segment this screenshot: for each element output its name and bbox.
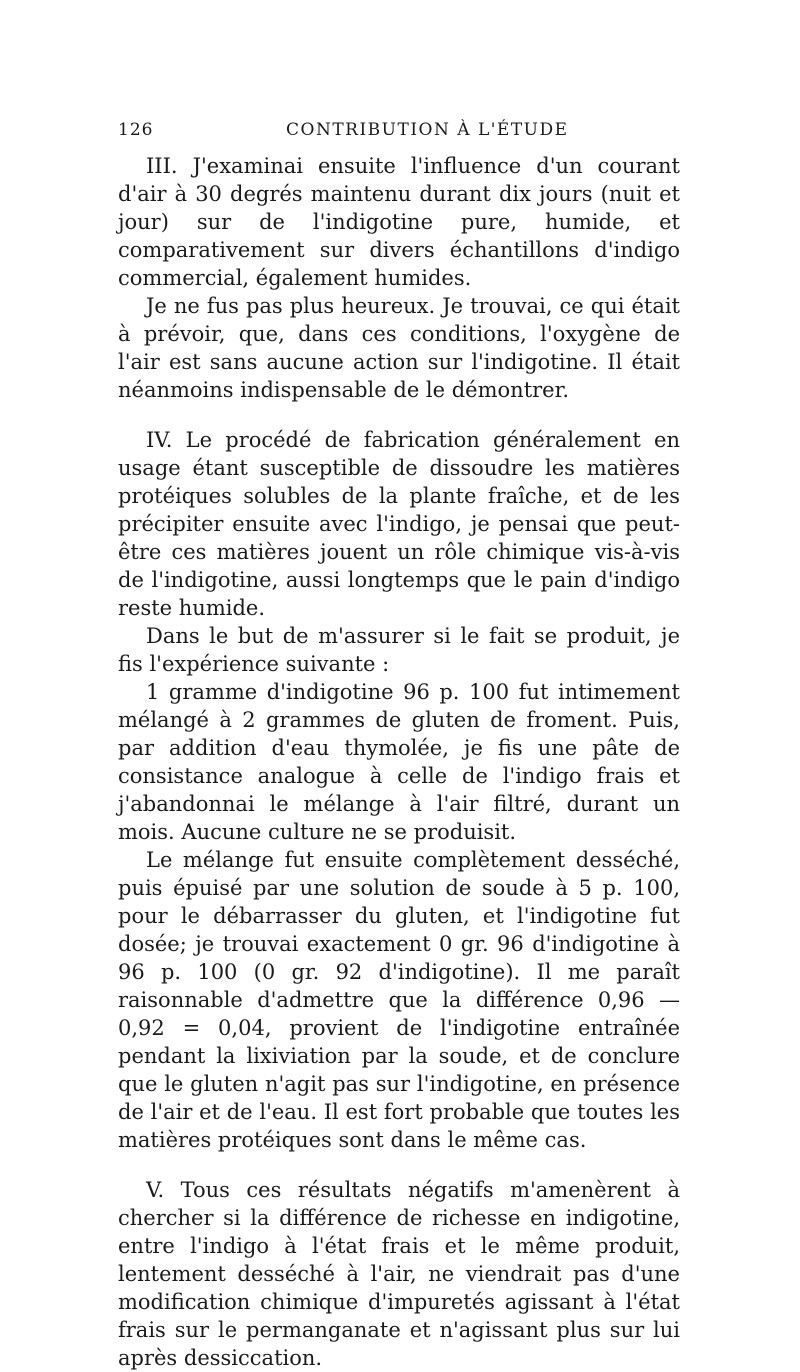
page-number: 126	[118, 120, 154, 140]
running-head	[118, 120, 680, 144]
body-text	[118, 152, 680, 1372]
paragraph: Dans le but de m'assurer si le fait se produit, je fis l'expérience suivante :	[118, 624, 680, 676]
running-title: CONTRIBUTION À L'ÉTUDE	[286, 120, 569, 140]
paragraph: Le mélange fut ensuite complètement desséché, puis épuisé par une solution de soude à 5 p. 100, pour le débarrasser du gluten, et l'indigotine fut dosée; je trouvai exactement 0 gr. 96 d'indigotine à 96 p. 100 (0 gr. 92 d'indigotine). Il me paraît raisonnable d'admettre que la différence 0,96 — 0,92 = 0,04, provient de l'indigotine entraînée pendant la lixiviation par la soude, et de conclure que le gluten n'agit pas sur l'indigotine, en présence de l'air et de l'eau. Il est fort probable que toutes les matières protéiques sont dans le même cas.	[118, 848, 680, 1152]
paragraph: Je ne fus pas plus heureux. Je trouvai, ce qui était à prévoir, que, dans ces conditions, l'oxygène de l'air est sans aucune action sur l'indigotine. Il était néanmoins indispensable de le démontrer.	[118, 294, 680, 402]
paragraph: 1 gramme d'indigotine 96 p. 100 fut intimement mélangé à 2 grammes de gluten de froment. Puis, par addition d'eau thymolée, je fis une pâte de consistance analogue à celle de l'indigo frais et j'abandonnai le mélange à l'air filtré, durant un mois. Aucune culture ne se produisit.	[118, 680, 680, 844]
paragraph-section-iv: IV. Le procédé de fabrication généralement en usage étant susceptible de dissoudre les matières protéiques solubles de la plante fraîche, et de les précipiter ensuite avec l'indigo, je pensai que peut-être ces matières jouent un rôle chimique vis-à-vis de l'indigotine, aussi longtemps que le pain d'indigo reste humide.	[118, 428, 680, 620]
paragraph-section-v: V. Tous ces résultats négatifs m'amenèrent à chercher si la différence de richesse en indigotine, entre l'indigo à l'état frais et le même produit, lentement desséché à l'air, ne viendrait pas d'une modification chimique d'impuretés agissant à l'état frais sur le permanganate et n'agissant plus sur lui après dessiccation.	[118, 1178, 680, 1370]
paragraph-section-iii: III. J'examinai ensuite l'influence d'un courant d'air à 30 degrés maintenu durant dix jours (nuit et jour) sur de l'indigotine pure, humide, et comparativement sur divers échantillons d'indigo commercial, également humides.	[118, 154, 680, 290]
